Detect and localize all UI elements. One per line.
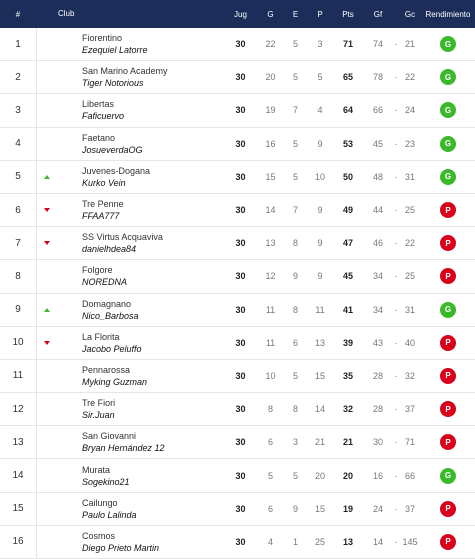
draws: 8 <box>292 238 298 249</box>
header-pts[interactable]: Pts <box>342 9 354 19</box>
row-position: 7 <box>15 237 21 249</box>
performance-badge[interactable]: P <box>440 401 456 417</box>
goals-separator: - <box>394 304 398 315</box>
manager-name[interactable]: Sogekino21 <box>82 476 130 487</box>
performance-badge[interactable]: G <box>440 468 456 484</box>
goals-against: 21 <box>404 39 415 50</box>
points: 47 <box>342 238 353 249</box>
goals-for: 34 <box>372 304 383 315</box>
row-position: 6 <box>15 204 21 216</box>
performance-badge[interactable]: P <box>440 501 456 517</box>
points: 65 <box>342 72 353 83</box>
performance-cell <box>421 501 475 517</box>
row-position: 14 <box>12 470 24 482</box>
draws: 5 <box>292 370 298 381</box>
performance-cell <box>421 335 475 351</box>
team-name[interactable]: Murata <box>82 464 111 475</box>
team-name[interactable]: Faetano <box>82 132 116 143</box>
row-position: 9 <box>15 304 21 316</box>
wins: 16 <box>265 138 276 149</box>
losses: 9 <box>317 138 323 149</box>
games-played: 30 <box>235 304 246 315</box>
goals-for: 28 <box>372 404 383 415</box>
performance-cell <box>421 368 475 384</box>
goals-separator: - <box>394 171 398 182</box>
games-played: 30 <box>235 536 246 547</box>
goals-for: 74 <box>372 39 383 50</box>
team-name[interactable]: Cosmos <box>82 530 116 541</box>
performance-cell <box>421 169 475 185</box>
table-body <box>0 28 475 559</box>
losses: 4 <box>317 105 323 116</box>
losses: 10 <box>314 171 325 182</box>
row-trend <box>36 175 58 179</box>
row-club[interactable] <box>58 98 224 122</box>
games-played: 30 <box>235 105 246 116</box>
goals-against: 25 <box>404 271 415 282</box>
header-rend: Rendimiento <box>425 9 471 19</box>
games-played: 30 <box>235 39 246 50</box>
row-trend <box>36 241 58 245</box>
row-position: 3 <box>15 104 21 116</box>
team-name[interactable]: La Florita <box>82 331 120 342</box>
row-club[interactable] <box>58 364 224 388</box>
goals-separator: - <box>394 39 398 50</box>
table-row[interactable] <box>0 526 475 559</box>
manager-name[interactable]: Nico_Barbosa <box>82 310 139 321</box>
performance-cell <box>421 202 475 218</box>
points: 64 <box>342 105 353 116</box>
performance-badge[interactable]: P <box>440 335 456 351</box>
triangle-down-icon <box>44 208 50 212</box>
performance-badge[interactable]: G <box>440 169 456 185</box>
goals-separator: - <box>394 370 398 381</box>
goals-separator: - <box>394 503 398 514</box>
row-position: 15 <box>12 503 24 515</box>
goals-for: 34 <box>372 271 383 282</box>
manager-name[interactable]: danielhdea84 <box>82 244 137 255</box>
goals-against: 22 <box>404 238 415 249</box>
performance-cell <box>421 534 475 550</box>
performance-cell <box>421 102 475 118</box>
row-trend <box>36 341 58 345</box>
wins: 12 <box>265 271 276 282</box>
losses: 14 <box>314 404 325 415</box>
row-position: 11 <box>12 370 24 382</box>
games-played: 30 <box>235 337 246 348</box>
goals-for: 45 <box>372 138 383 149</box>
performance-cell <box>421 434 475 450</box>
goals-for: 78 <box>372 72 383 83</box>
losses: 11 <box>315 304 325 315</box>
row-position: 10 <box>12 337 24 349</box>
points: 32 <box>342 404 353 415</box>
goals-for: 28 <box>372 370 383 381</box>
draws: 8 <box>292 304 298 315</box>
wins: 4 <box>267 536 273 547</box>
row-position: 5 <box>15 171 21 183</box>
manager-name[interactable]: Ezequiel Latorre <box>82 45 148 56</box>
goals-against: 66 <box>404 470 415 481</box>
header-p[interactable]: P <box>317 9 323 19</box>
goals-for: 48 <box>372 171 383 182</box>
draws: 8 <box>292 404 298 415</box>
team-name[interactable]: Domagnano <box>82 298 132 309</box>
manager-name[interactable]: Jacobo Peluffo <box>82 343 142 354</box>
header-g[interactable]: G <box>267 9 274 19</box>
performance-cell <box>421 268 475 284</box>
performance-cell <box>421 136 475 152</box>
goals-against: 37 <box>404 503 415 514</box>
draws: 1 <box>292 536 298 547</box>
table-row[interactable] <box>0 227 475 260</box>
goals-separator: - <box>394 470 398 481</box>
draws: 7 <box>292 205 298 216</box>
table-row[interactable] <box>0 94 475 127</box>
goals-separator: - <box>394 138 398 149</box>
goals-separator: - <box>394 437 398 448</box>
row-club[interactable] <box>58 231 224 255</box>
goals-against: 31 <box>404 171 415 182</box>
games-played: 30 <box>235 271 246 282</box>
row-club[interactable] <box>58 32 224 56</box>
wins: 10 <box>265 370 276 381</box>
performance-badge[interactable]: P <box>440 235 456 251</box>
row-club[interactable] <box>58 198 224 222</box>
games-played: 30 <box>235 72 246 83</box>
draws: 5 <box>292 171 298 182</box>
row-club[interactable] <box>58 165 224 189</box>
performance-badge[interactable]: P <box>440 434 456 450</box>
header-e[interactable]: E <box>292 9 299 19</box>
table-row[interactable] <box>0 459 475 492</box>
row-position: 12 <box>12 403 24 415</box>
table-row[interactable] <box>0 360 475 393</box>
points: 35 <box>342 370 353 381</box>
performance-badge[interactable]: G <box>440 36 456 52</box>
wins: 19 <box>265 105 276 116</box>
goals-for: 44 <box>372 205 383 216</box>
team-name[interactable]: Tre Fiori <box>82 398 116 409</box>
wins: 15 <box>265 171 276 182</box>
header-jug[interactable]: Jug <box>234 9 247 19</box>
header-gf[interactable]: Gf <box>373 9 383 19</box>
row-club[interactable] <box>58 331 224 355</box>
team-name[interactable]: Folgore <box>82 265 113 276</box>
draws: 3 <box>292 437 298 448</box>
row-club[interactable] <box>58 497 224 521</box>
goals-for: 43 <box>372 337 383 348</box>
games-played: 30 <box>235 404 246 415</box>
row-position: 1 <box>15 38 21 50</box>
goals-for: 16 <box>372 470 383 481</box>
manager-name[interactable]: JosueverdaOG <box>82 144 143 155</box>
row-position: 16 <box>12 536 24 548</box>
goals-against: 40 <box>404 337 415 348</box>
games-played: 30 <box>235 138 246 149</box>
goals-separator: - <box>394 205 398 216</box>
manager-name[interactable]: Faficuervo <box>82 111 125 122</box>
games-played: 30 <box>235 470 246 481</box>
performance-cell <box>421 401 475 417</box>
row-club[interactable] <box>58 298 224 322</box>
team-name[interactable]: SS Virtus Acquaviva <box>82 232 163 243</box>
wins: 5 <box>267 470 273 481</box>
manager-name[interactable]: Diego Prieto Martin <box>82 542 160 553</box>
goals-against: 31 <box>404 304 415 315</box>
manager-name[interactable]: NOREDNA <box>82 277 128 288</box>
wins: 11 <box>265 304 276 315</box>
row-club[interactable] <box>58 464 224 488</box>
points: 21 <box>342 437 353 448</box>
draws: 6 <box>292 337 298 348</box>
points: 49 <box>342 205 353 216</box>
manager-name[interactable]: Tiger Notorious <box>82 78 144 89</box>
performance-badge[interactable]: G <box>440 302 456 318</box>
games-played: 30 <box>235 437 246 448</box>
games-played: 30 <box>235 238 246 249</box>
goals-against: 145 <box>402 536 418 547</box>
games-played: 30 <box>235 370 246 381</box>
goals-against: 37 <box>404 404 415 415</box>
table-row[interactable] <box>0 327 475 360</box>
performance-cell <box>421 235 475 251</box>
points: 71 <box>342 39 353 50</box>
losses: 13 <box>314 337 325 348</box>
games-played: 30 <box>235 171 246 182</box>
goals-separator: - <box>394 238 398 249</box>
team-name[interactable]: Fiorentino <box>82 33 123 44</box>
row-club[interactable] <box>58 530 224 554</box>
goals-for: 30 <box>372 437 383 448</box>
performance-cell <box>421 69 475 85</box>
draws: 9 <box>292 503 298 514</box>
losses: 9 <box>317 238 323 249</box>
goals-against: 25 <box>404 205 415 216</box>
table-row[interactable] <box>0 426 475 459</box>
wins: 8 <box>267 404 273 415</box>
losses: 15 <box>314 370 325 381</box>
table-row[interactable] <box>0 493 475 526</box>
performance-cell <box>421 468 475 484</box>
manager-name[interactable]: Kurko Vein <box>82 177 126 188</box>
table-row[interactable] <box>0 294 475 327</box>
draws: 7 <box>292 105 298 116</box>
losses: 25 <box>314 536 325 547</box>
draws: 5 <box>292 72 298 83</box>
performance-badge[interactable]: G <box>440 69 456 85</box>
table-row[interactable] <box>0 194 475 227</box>
points: 39 <box>342 337 353 348</box>
header-club[interactable]: Club <box>58 9 75 18</box>
performance-badge[interactable]: P <box>440 368 456 384</box>
games-played: 30 <box>235 503 246 514</box>
goals-separator: - <box>394 72 398 83</box>
team-name[interactable]: Tre Penne <box>82 199 124 210</box>
table-row[interactable] <box>0 260 475 293</box>
wins: 14 <box>265 205 276 216</box>
goals-for: 14 <box>372 536 383 547</box>
row-position: 13 <box>12 436 24 448</box>
goals-for: 46 <box>372 238 383 249</box>
manager-name[interactable]: Paulo Lalinda <box>82 509 137 520</box>
losses: 9 <box>317 205 323 216</box>
wins: 11 <box>265 337 276 348</box>
table-row[interactable] <box>0 393 475 426</box>
row-club[interactable] <box>58 132 224 156</box>
goals-separator: - <box>394 105 398 116</box>
table-header <box>0 0 475 28</box>
row-position: 2 <box>15 71 21 83</box>
wins: 22 <box>265 39 276 50</box>
performance-badge[interactable]: G <box>440 136 456 152</box>
wins: 20 <box>265 72 276 83</box>
points: 13 <box>342 536 353 547</box>
wins: 6 <box>267 503 273 514</box>
manager-name[interactable]: Bryan Hernández 12 <box>82 443 165 454</box>
losses: 15 <box>314 503 325 514</box>
goals-separator: - <box>394 404 398 415</box>
triangle-down-icon <box>44 341 50 345</box>
points: 45 <box>342 271 353 282</box>
draws: 9 <box>292 271 298 282</box>
table-row[interactable] <box>0 61 475 94</box>
row-trend <box>36 208 58 212</box>
losses: 5 <box>317 72 323 83</box>
wins: 6 <box>267 437 273 448</box>
points: 50 <box>342 171 353 182</box>
team-name[interactable]: San Giovanni <box>82 431 137 442</box>
points: 20 <box>342 470 353 481</box>
goals-separator: - <box>394 536 398 547</box>
losses: 9 <box>317 271 323 282</box>
games-played: 30 <box>235 205 246 216</box>
losses: 20 <box>314 470 325 481</box>
row-position: 8 <box>15 270 21 282</box>
wins: 13 <box>265 238 276 249</box>
triangle-up-icon <box>44 175 50 179</box>
points: 19 <box>342 503 353 514</box>
goals-against: 22 <box>404 72 415 83</box>
header-pos: # <box>15 9 21 19</box>
row-club[interactable] <box>58 430 224 454</box>
goals-separator: - <box>394 337 398 348</box>
row-club[interactable] <box>58 65 224 89</box>
row-trend <box>36 308 58 312</box>
triangle-down-icon <box>44 241 50 245</box>
team-name[interactable]: Pennarossa <box>82 364 131 375</box>
performance-badge[interactable]: G <box>440 102 456 118</box>
table-row[interactable] <box>0 28 475 61</box>
header-gc[interactable]: Gc <box>404 9 416 19</box>
manager-name[interactable]: Myking Guzman <box>82 376 148 387</box>
team-name[interactable]: Libertas <box>82 99 115 110</box>
manager-name[interactable]: Sir.Juan <box>82 410 115 421</box>
performance-badge[interactable]: P <box>440 534 456 550</box>
goals-against: 24 <box>404 105 415 116</box>
draws: 5 <box>292 138 298 149</box>
row-club[interactable] <box>58 397 224 421</box>
losses: 21 <box>314 437 325 448</box>
draws: 5 <box>292 39 298 50</box>
row-club[interactable] <box>58 264 224 288</box>
team-name[interactable]: Juvenes-Dogana <box>82 165 151 176</box>
table-row[interactable] <box>0 161 475 194</box>
goals-against: 23 <box>404 138 415 149</box>
points: 41 <box>342 304 353 315</box>
performance-badge[interactable]: P <box>440 268 456 284</box>
manager-name[interactable]: FFAA777 <box>82 211 120 222</box>
team-name[interactable]: Cailungo <box>82 497 118 508</box>
goals-for: 24 <box>372 503 383 514</box>
triangle-up-icon <box>44 308 50 312</box>
performance-cell <box>421 36 475 52</box>
performance-badge[interactable]: P <box>440 202 456 218</box>
performance-cell <box>421 302 475 318</box>
row-position: 4 <box>15 138 21 150</box>
points: 53 <box>342 138 353 149</box>
goals-for: 66 <box>372 105 383 116</box>
goals-against: 71 <box>404 437 415 448</box>
table-row[interactable] <box>0 128 475 161</box>
goals-separator: - <box>394 271 398 282</box>
losses: 3 <box>317 39 323 50</box>
goals-against: 32 <box>404 370 415 381</box>
draws: 5 <box>292 470 298 481</box>
team-name[interactable]: San Marino Academy <box>82 66 168 77</box>
